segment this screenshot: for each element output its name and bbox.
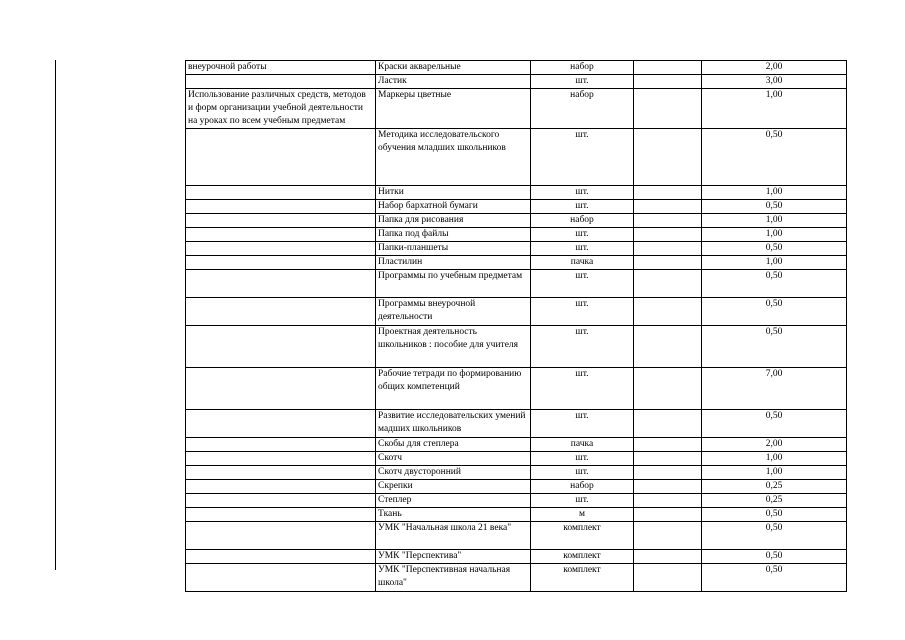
table-row <box>186 466 847 480</box>
unit-cell: пачка <box>531 256 634 270</box>
table-row <box>186 89 847 129</box>
table-row <box>186 200 847 214</box>
table-row <box>186 326 847 368</box>
table-row <box>186 508 847 522</box>
table-row <box>186 438 847 452</box>
empty-cell <box>634 452 702 466</box>
unit-cell: шт. <box>531 452 634 466</box>
activity-cell <box>186 452 376 466</box>
item-name-cell: Папки-планшеты <box>376 242 531 256</box>
table-row <box>186 298 847 326</box>
item-name-cell: Проектная деятельность школьников : пособие для учителя <box>376 326 531 368</box>
unit-cell: набор <box>531 61 634 75</box>
quantity-cell: 0,50 <box>702 270 847 298</box>
table-row <box>186 228 847 242</box>
unit-cell: шт. <box>531 129 634 186</box>
item-name-cell: Степлер <box>376 494 531 508</box>
empty-cell <box>634 298 702 326</box>
unit-cell: шт. <box>531 326 634 368</box>
empty-cell <box>634 564 702 592</box>
activity-cell <box>186 186 376 200</box>
quantity-cell: 1,00 <box>702 228 847 242</box>
table-row <box>186 564 847 592</box>
quantity-cell: 1,00 <box>702 89 847 129</box>
unit-cell: шт. <box>531 200 634 214</box>
item-name-cell: Методика исследовательского обучения младших школьников <box>376 129 531 186</box>
quantity-cell: 0,50 <box>702 242 847 256</box>
table-row <box>186 550 847 564</box>
unit-cell: шт. <box>531 228 634 242</box>
table-row <box>186 494 847 508</box>
item-name-cell: Рабочие тетради по формированию общих компетенций <box>376 368 531 410</box>
activity-cell <box>186 214 376 228</box>
table-row <box>186 410 847 438</box>
item-name-cell: Программы внеурочной деятельности <box>376 298 531 326</box>
table-row <box>186 368 847 410</box>
table-row <box>186 61 847 75</box>
item-name-cell: Ластик <box>376 75 531 89</box>
empty-cell <box>634 326 702 368</box>
unit-cell: набор <box>531 214 634 228</box>
empty-cell <box>634 214 702 228</box>
supplies-table-body <box>186 61 847 592</box>
unit-cell: комплект <box>531 522 634 550</box>
activity-cell <box>186 256 376 270</box>
activity-cell <box>186 508 376 522</box>
table-row <box>186 480 847 494</box>
quantity-cell: 3,00 <box>702 75 847 89</box>
quantity-cell: 0,50 <box>702 550 847 564</box>
table-row <box>186 129 847 186</box>
empty-cell <box>634 368 702 410</box>
activity-cell <box>186 270 376 298</box>
empty-cell <box>634 270 702 298</box>
unit-cell: шт. <box>531 466 634 480</box>
quantity-cell: 0,25 <box>702 480 847 494</box>
activity-cell <box>186 564 376 592</box>
table-row <box>186 75 847 89</box>
item-name-cell: Краски акварельные <box>376 61 531 75</box>
table-row <box>186 256 847 270</box>
quantity-cell: 0,50 <box>702 326 847 368</box>
table-row <box>186 452 847 466</box>
item-name-cell: Программы по учебным предметам <box>376 270 531 298</box>
activity-cell <box>186 298 376 326</box>
quantity-cell: 0,50 <box>702 200 847 214</box>
activity-cell <box>186 438 376 452</box>
activity-cell <box>186 522 376 550</box>
quantity-cell: 1,00 <box>702 466 847 480</box>
unit-cell: шт. <box>531 75 634 89</box>
quantity-cell: 0,50 <box>702 129 847 186</box>
quantity-cell: 1,00 <box>702 256 847 270</box>
unit-cell: шт. <box>531 298 634 326</box>
item-name-cell: Нитки <box>376 186 531 200</box>
unit-cell: комплект <box>531 564 634 592</box>
table-row <box>186 522 847 550</box>
empty-cell <box>634 508 702 522</box>
table-row <box>186 186 847 200</box>
activity-cell <box>186 410 376 438</box>
empty-cell <box>634 61 702 75</box>
unit-cell: набор <box>531 480 634 494</box>
unit-cell: шт. <box>531 410 634 438</box>
activity-cell <box>186 550 376 564</box>
quantity-cell: 0,50 <box>702 508 847 522</box>
item-name-cell: Набор бархатной бумаги <box>376 200 531 214</box>
item-name-cell: Развитие исследовательских умений мадших школьников <box>376 410 531 438</box>
item-name-cell: Скрепки <box>376 480 531 494</box>
empty-cell <box>634 256 702 270</box>
empty-cell <box>634 89 702 129</box>
supplies-table <box>185 60 847 592</box>
table-row <box>186 242 847 256</box>
activity-cell <box>186 75 376 89</box>
activity-cell <box>186 466 376 480</box>
item-name-cell: Скобы для степлера <box>376 438 531 452</box>
unit-cell: шт. <box>531 242 634 256</box>
table-row <box>186 270 847 298</box>
quantity-cell: 0,50 <box>702 564 847 592</box>
empty-cell <box>634 466 702 480</box>
unit-cell: шт. <box>531 368 634 410</box>
unit-cell: набор <box>531 89 634 129</box>
empty-cell <box>634 75 702 89</box>
item-name-cell: Ткань <box>376 508 531 522</box>
item-name-cell: Скотч двусторонний <box>376 466 531 480</box>
empty-cell <box>634 186 702 200</box>
quantity-cell: 1,00 <box>702 214 847 228</box>
unit-cell: пачка <box>531 438 634 452</box>
quantity-cell: 7,00 <box>702 368 847 410</box>
activity-cell <box>186 480 376 494</box>
unit-cell: м <box>531 508 634 522</box>
item-name-cell: Пластилин <box>376 256 531 270</box>
activity-cell <box>186 494 376 508</box>
unit-cell: шт. <box>531 186 634 200</box>
empty-cell <box>634 228 702 242</box>
empty-cell <box>634 242 702 256</box>
empty-cell <box>634 480 702 494</box>
empty-cell <box>634 522 702 550</box>
activity-cell: Использование различных средств, методов и форм организации учебной деятельности на уроках по всем учебным предметам <box>186 89 376 129</box>
quantity-cell: 1,00 <box>702 452 847 466</box>
item-name-cell: УМК "Перспектива" <box>376 550 531 564</box>
empty-cell <box>634 410 702 438</box>
item-name-cell: Папка для рисования <box>376 214 531 228</box>
unit-cell: шт. <box>531 494 634 508</box>
quantity-cell: 0,50 <box>702 410 847 438</box>
activity-cell <box>186 228 376 242</box>
item-name-cell: Скотч <box>376 452 531 466</box>
item-name-cell: Папка под файлы <box>376 228 531 242</box>
unit-cell: комплект <box>531 550 634 564</box>
quantity-cell: 0,50 <box>702 298 847 326</box>
unit-cell: шт. <box>531 270 634 298</box>
quantity-cell: 2,00 <box>702 61 847 75</box>
activity-cell <box>186 129 376 186</box>
left-margin-line <box>55 60 56 570</box>
empty-cell <box>634 200 702 214</box>
empty-cell <box>634 129 702 186</box>
quantity-cell: 0,50 <box>702 522 847 550</box>
activity-cell: внеурочной работы <box>186 61 376 75</box>
activity-cell <box>186 326 376 368</box>
item-name-cell: Маркеры цветные <box>376 89 531 129</box>
quantity-cell: 2,00 <box>702 438 847 452</box>
empty-cell <box>634 438 702 452</box>
table-row <box>186 214 847 228</box>
item-name-cell: УМК "Перспективная начальная школа" <box>376 564 531 592</box>
activity-cell <box>186 242 376 256</box>
empty-cell <box>634 494 702 508</box>
item-name-cell: УМК "Начальная школа 21 века" <box>376 522 531 550</box>
empty-cell <box>634 550 702 564</box>
quantity-cell: 1,00 <box>702 186 847 200</box>
quantity-cell: 0,25 <box>702 494 847 508</box>
activity-cell <box>186 368 376 410</box>
activity-cell <box>186 200 376 214</box>
